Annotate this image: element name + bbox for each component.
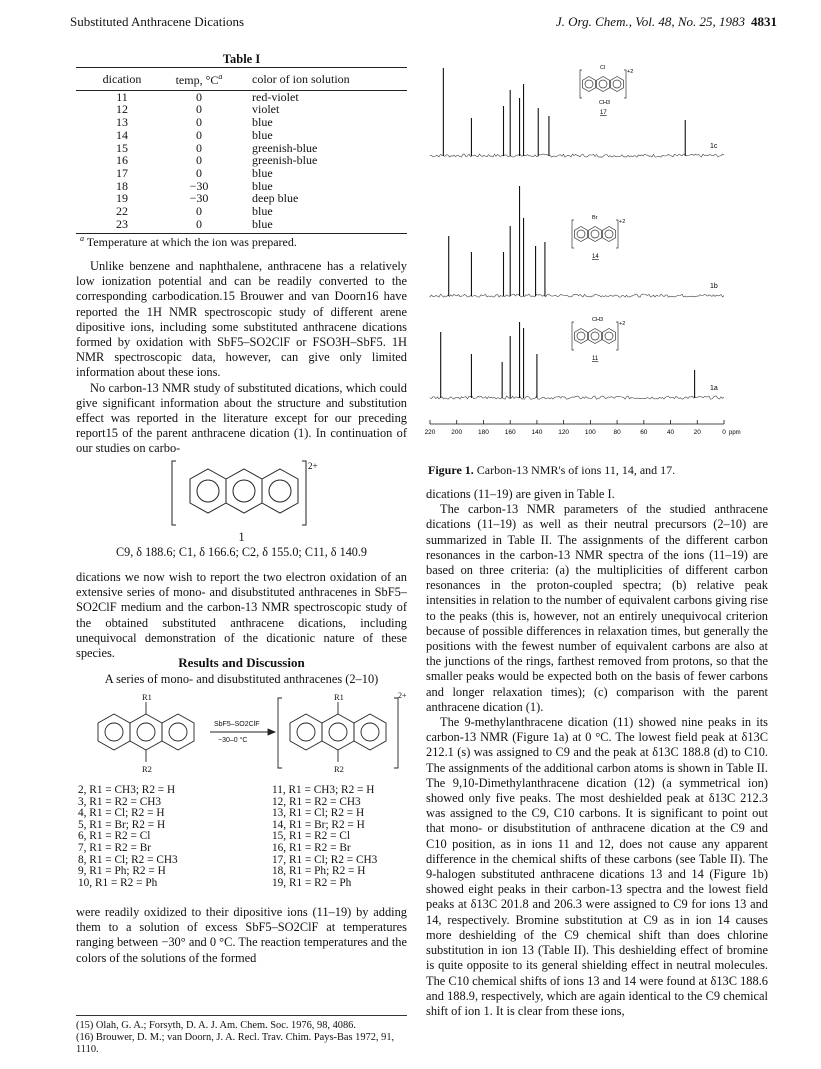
running-head-right xyxy=(556,14,777,30)
section-intro: A series of mono- and disubstituted anthracenes (2–10) xyxy=(104,672,379,686)
axis-tick-label: 200 xyxy=(451,429,463,436)
table-cell: 0 xyxy=(196,102,202,117)
nmr-spectra-figure xyxy=(424,52,768,472)
compound-entry: 16, R1 = R2 = Br xyxy=(272,841,351,854)
axis-unit: ppm xyxy=(729,430,741,436)
axis-tick-label: 0 xyxy=(722,429,726,436)
svg-text:R2: R2 xyxy=(142,764,152,774)
table-cell: 14 xyxy=(116,127,128,142)
paragraph: Unlike benzene and naphthalene, anthracene has a relatively low ionization potential and can be readily converted to the corresponding carbodication.15 Brouwer and van Doorn16 have reported the 1H NMR spectroscopic study of different arene dipositive ions, including some substituted anthracene dications formed by oxidation with SbF5–SO2ClF or FSO3H–SbF5. 1H NMR spectroscopic data, however, can give only limited information about these ions. xyxy=(76,259,407,380)
table-cell: red-violet xyxy=(252,89,299,104)
axis-tick-label: 40 xyxy=(666,429,675,436)
column-header: temp, $^\circ C^a$ xyxy=(168,68,230,91)
paragraph: The carbon-13 NMR parameters of the studied anthracene dications (11–19) as well as their neutral precursors (2–10) are summarized in Table II. The assignments of the different carbon resonances in the carbon-13 NMR spectra of the ions (11–19) are based on three criteria: (a) the multiplicities of different carbon resonances in the proton-coupled spectra; (b) relative peak intensities in relation to the number of equivalent carbons giving rise to the peaks (this is, however, not an entirely unequivocal criterion because of possible differences in relaxation times, but generally the positions with the fewest number of equivalent carbons are also at the junctions of the rings, farthest removed from protons, so that the smaller peaks would be expected both on the basis of fewer carbons and longer relaxation times); (c) comparison with the parent anthracene dication (1). xyxy=(426,502,768,714)
svg-text:−30–0 °C: −30–0 °C xyxy=(218,737,248,744)
spectrum-label: 1c xyxy=(710,143,718,150)
table-cell: 15 xyxy=(116,140,128,155)
table-footnote: $^a$ Temperature at which the ion was prepared. xyxy=(80,234,297,249)
table-cell: blue xyxy=(230,218,407,234)
right-column-text xyxy=(426,487,768,1019)
axis-tick-label: 60 xyxy=(640,429,648,436)
table-cell: 0 xyxy=(196,165,202,180)
table-row xyxy=(76,218,407,234)
svg-text:SbF5–SO2ClF: SbF5–SO2ClF xyxy=(214,721,260,728)
table-cell: 0 xyxy=(196,153,202,168)
spectrum-baseline xyxy=(430,154,724,157)
compound-entry: 11, R1 = CH3; R2 = H xyxy=(272,784,375,796)
charge-label: +2 xyxy=(627,69,634,75)
axis-tick-label: 160 xyxy=(504,429,516,436)
table-cell: blue xyxy=(252,165,273,180)
spectrum-label: 1a xyxy=(710,385,718,392)
axis-tick-label: 220 xyxy=(424,429,436,436)
spectrum-baseline xyxy=(430,396,724,399)
table-cell: greenish-blue xyxy=(252,153,318,168)
compound-entry: 17, R1 = Cl; R2 = CH3 xyxy=(272,853,378,866)
reactant-compound-list xyxy=(78,785,178,889)
left-column-paragraph xyxy=(76,570,407,661)
left-column-intro xyxy=(76,259,407,457)
journal-citation: J. Org. Chem., Vol. 48, No. 25, 1983 xyxy=(555,14,745,29)
ion-number-label: 14 xyxy=(592,254,599,260)
compound-entry: 7, R1 = R2 = Br xyxy=(78,841,151,854)
table-cell: blue xyxy=(252,204,273,219)
table-cell: 16 xyxy=(116,153,128,168)
product-compound-list xyxy=(272,785,377,889)
table-cell: 22 xyxy=(116,204,128,219)
table-cell: 11 xyxy=(116,89,128,104)
table-cell: violet xyxy=(252,102,280,117)
ion-number-label: 17 xyxy=(600,110,607,116)
table-cell: −30 xyxy=(189,178,209,193)
footnote: (15) Olah, G. A.; Forsyth, D. A. J. Am. Chem. Soc. 1976, 98, 4086. xyxy=(76,1020,356,1031)
substituent-label: CH3 xyxy=(599,100,611,106)
figure-caption xyxy=(428,463,675,478)
paragraph: dications we now wish to report the two electron oxidation of an extensive series of mono- and disubstituted anthracenes in SbF5–SO2ClF medium and the carbon-13 NMR spectroscopic study of the obtained substituted anthracene dications, including unequivocal demonstration of the dicationic nature of these species. xyxy=(76,570,407,661)
ion-structure-inset xyxy=(580,70,626,98)
spectrum-label: 1b xyxy=(710,283,718,290)
anthracene-dication-structure xyxy=(170,459,320,527)
paragraph: No carbon-13 NMR study of substituted dications, which could give significant information about the structure and substitution effect was reported in the literature except for our preceding report15 of the parent anthracene dication (1). In continuation of our studies on carbo- xyxy=(76,380,407,456)
table-row xyxy=(76,205,407,218)
compound-entry: 12, R1 = R2 = CH3 xyxy=(272,795,361,808)
table-body xyxy=(76,90,407,234)
svg-text:2+: 2+ xyxy=(308,461,318,471)
compound-entry: 15, R1 = R2 = Cl xyxy=(272,830,351,843)
ion-structure-inset xyxy=(572,322,618,350)
structure-label: 1 xyxy=(238,530,245,544)
compound-entry: 10, R1 = R2 = Ph xyxy=(78,876,158,889)
axis-tick-label: 20 xyxy=(693,429,701,436)
compound-entry: 5, R1 = Br; R2 = H xyxy=(78,818,166,831)
table-cell: blue xyxy=(252,127,273,142)
paragraph: The 9-methylanthracene dication (11) showed nine peaks in its carbon-13 NMR (Figure 1a) at 0 °C. The lowest field peak at δ13C 212.1 (s) was assigned to C9 and the peak at δ13C 188.8 (d) to C10. The assignments of the additional carbon atoms is shown in Table II. The 9,10-Dimethylanthracene dication (12) (a symmetrical ion) showed only five peaks. The most deshielded peak at δ13C 212.3 was assigned to the C9, C10 carbons. It is significant to point out that mono- or disubstitution of anthracene dication at the C9 and C10 position, as in ions 11 and 12, does not cause any apparent difference in the chemical shifts of these carbons (see Table II). The 9-halogen substituted anthracene dications 13 and 14 (Figure 1b) showed eight peaks in their carbon-13 spectra and the lowest field peaks at δ13C 201.8 and 206.3 were assigned to C9 for ions 13 and 14, respectively. Bromine substitution at C9 as in ion 14 causes more deshielding of the C9 chemical shift than does chlorine substitution in ion 13 (Table II). This deshielding effect of bromine is quite opposite to its general shielding effect in neutral molecules. The C10 chemical shifts of ions 13 and 14 were found at δ13C 188.6 and 188.9, respectively, which are again identical to the C9 chemical shift of ion 1. It is clear from these ions, xyxy=(426,715,768,1018)
table-cell: 0 xyxy=(196,127,202,142)
compound-entry: 6, R1 = R2 = Cl xyxy=(78,830,151,843)
svg-text:R2: R2 xyxy=(334,764,344,774)
table-title: Table I xyxy=(222,52,261,66)
section-heading: Results and Discussion xyxy=(178,655,305,670)
substituent-label: Br xyxy=(592,215,598,221)
table-cell: 17 xyxy=(116,165,128,180)
substituent-label: CH3 xyxy=(592,317,604,323)
ion-structure-inset xyxy=(572,220,618,248)
compound-entry: 14, R1 = Br; R2 = H xyxy=(272,818,365,831)
table-row xyxy=(76,129,407,142)
column-header: color of ion solution xyxy=(230,68,407,91)
reaction-scheme-drawing xyxy=(76,690,407,782)
compound-entry: 3, R1 = R2 = CH3 xyxy=(78,795,162,808)
ion-number-label: 11 xyxy=(592,356,599,362)
svg-text:2+: 2+ xyxy=(398,691,407,700)
table-row xyxy=(76,116,407,129)
compound-entry: 13, R1 = Cl; R2 = H xyxy=(272,807,365,820)
charge-label: +2 xyxy=(619,321,626,327)
charge-label: +2 xyxy=(619,219,626,225)
table-cell: 18 xyxy=(116,178,128,193)
table-row xyxy=(76,167,407,180)
table-cell: blue xyxy=(252,115,273,130)
reaction-scheme xyxy=(76,690,407,890)
spectrum-baseline xyxy=(430,294,724,297)
structure-shifts: C9, δ 188.6; C1, δ 166.6; C2, δ 155.0; C11, δ 140.9 xyxy=(115,545,368,559)
svg-text:R1: R1 xyxy=(334,692,344,702)
figure-label: Figure 1. xyxy=(428,463,474,477)
table-cell: blue xyxy=(252,178,273,193)
table-cell: 12 xyxy=(116,102,128,117)
axis-tick-label: 180 xyxy=(478,429,489,436)
structure-1-caption xyxy=(76,530,407,560)
page-number: 4831 xyxy=(751,14,777,29)
table-cell: 0 xyxy=(196,204,202,219)
figure-caption-text: Carbon-13 NMR's of ions 11, 14, and 17. xyxy=(476,463,676,477)
table-cell: 0 xyxy=(196,115,202,130)
paragraph: dications (11–19) are given in Table I. xyxy=(426,487,615,501)
compound-entry: 19, R1 = R2 = Ph xyxy=(272,876,352,889)
axis-tick-label: 120 xyxy=(558,429,570,436)
table-cell: deep blue xyxy=(252,191,299,206)
left-column-paragraph-end xyxy=(76,905,407,966)
table-cell: −30 xyxy=(189,191,209,206)
table-cell: 0 xyxy=(196,89,202,104)
compound-entry: 9, R1 = Ph; R2 = H xyxy=(78,865,166,878)
table-cell: 19 xyxy=(116,191,128,206)
footnote: (16) Brouwer, D. M.; van Doorn, J. A. Recl. Trav. Chim. Pays-Bas 1972, 91, 1110. xyxy=(76,1032,395,1055)
paragraph: were readily oxidized to their dipositive ions (11–19) by adding them to a solution of excess SbF5–SO2ClF at temperatures ranging between −30° and 0 °C. The reaction temperatures and the colors of the solutions of the formed xyxy=(76,905,407,965)
substituent-label: Cl xyxy=(600,65,606,71)
table-cell: 23 xyxy=(76,218,168,234)
compound-entry: 4, R1 = Cl; R2 = H xyxy=(78,807,165,820)
column-header: dication xyxy=(76,68,168,91)
table-cell: 13 xyxy=(116,115,128,130)
footnotes xyxy=(76,1020,407,1056)
compound-entry: 2, R1 = CH3; R2 = H xyxy=(78,784,176,796)
table-cell: 0 xyxy=(168,218,230,234)
axis-tick-label: 100 xyxy=(584,429,596,436)
axis-tick-label: 140 xyxy=(531,429,543,436)
svg-text:R1: R1 xyxy=(142,692,152,702)
compound-entry: 18, R1 = Ph; R2 = H xyxy=(272,865,366,878)
running-head-left: Substituted Anthracene Dications xyxy=(70,14,245,29)
table-1 xyxy=(76,67,407,234)
axis-tick-label: 80 xyxy=(613,429,621,436)
table-cell: 0 xyxy=(196,140,202,155)
footnote-divider xyxy=(76,1015,407,1016)
table-cell: greenish-blue xyxy=(252,140,318,155)
compound-entry: 8, R1 = Cl; R2 = CH3 xyxy=(78,853,178,866)
